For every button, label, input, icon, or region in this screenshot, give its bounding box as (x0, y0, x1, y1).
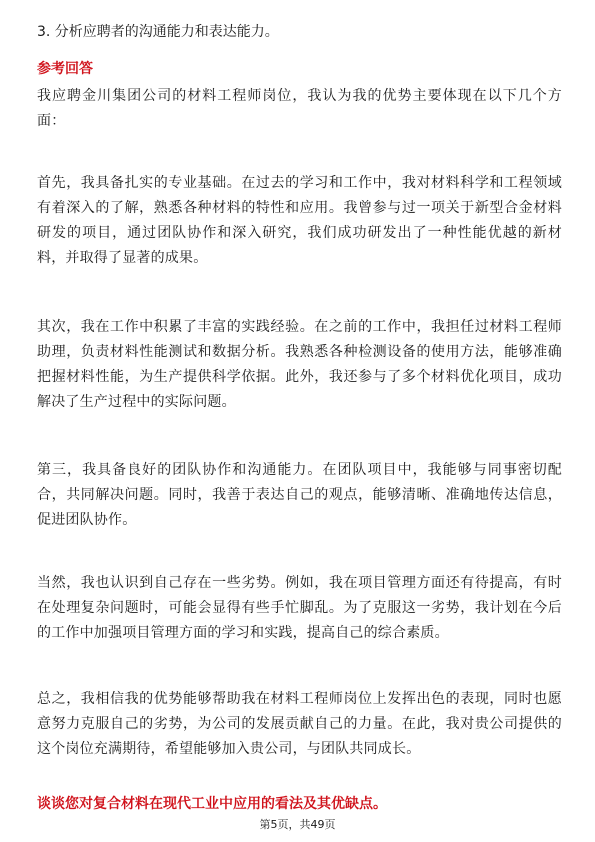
answer-intro-paragraph: 我应聘金川集团公司的材料工程师岗位，我认为我的优势主要体现在以下几个方面： (37, 88, 562, 129)
answer-paragraph-3: 第三，我具备良好的团队协作和沟通能力。在团队项目中，我能够与同事密切配合，共同解决问题。同时，我善于表达自己的观点，能够清晰、准确地传达信息，促进团队协作。 (37, 462, 562, 528)
answer-label: 参考回答 (37, 61, 93, 77)
page-number-footer: 第5页，共49页 (259, 818, 336, 831)
next-question-heading: 谈谈您对复合材料在现代工业中应用的看法及其优缺点。 (37, 796, 387, 812)
answer-paragraph-4: 当然，我也认识到自己存在一些劣势。例如，我在项目管理方面还有待提高，有时在处理复杂问题时，可能会显得有些手忙脚乱。为了克服这一劣势，我计划在今后的工作中加强项目管理方面的学习和实践，提高自己的综合素质。 (37, 575, 562, 641)
answer-paragraph-1: 首先，我具备扎实的专业基础。在过去的学习和工作中，我对材料科学和工程领域有着深入的了解，熟悉各种材料的特性和应用。我曾参与过一项关于新型合金材料研发的项目，通过团队协作和深入研究，我们成功研发出了一种性能优越的新材料，并取得了显著的成果。 (37, 175, 562, 266)
question-heading: 3. 分析应聘者的沟通能力和表达能力。 (37, 24, 279, 40)
answer-paragraph-2: 其次，我在工作中积累了丰富的实践经验。在之前的工作中，我担任过材料工程师助理，负责材料性能测试和数据分析。我熟悉各种检测设备的使用方法，能够准确把握材料性能，为生产提供科学依据。此外，我还参与了多个材料优化项目，成功解决了生产过程中的实际问题。 (37, 319, 562, 410)
answer-paragraph-5: 总之，我相信我的优势能够帮助我在材料工程师岗位上发挥出色的表现，同时也愿意努力克服自己的劣势，为公司的发展贡献自己的力量。在此，我对贵公司提供的这个岗位充满期待，希望能够加入贵公司，与团队共同成长。 (37, 691, 562, 757)
